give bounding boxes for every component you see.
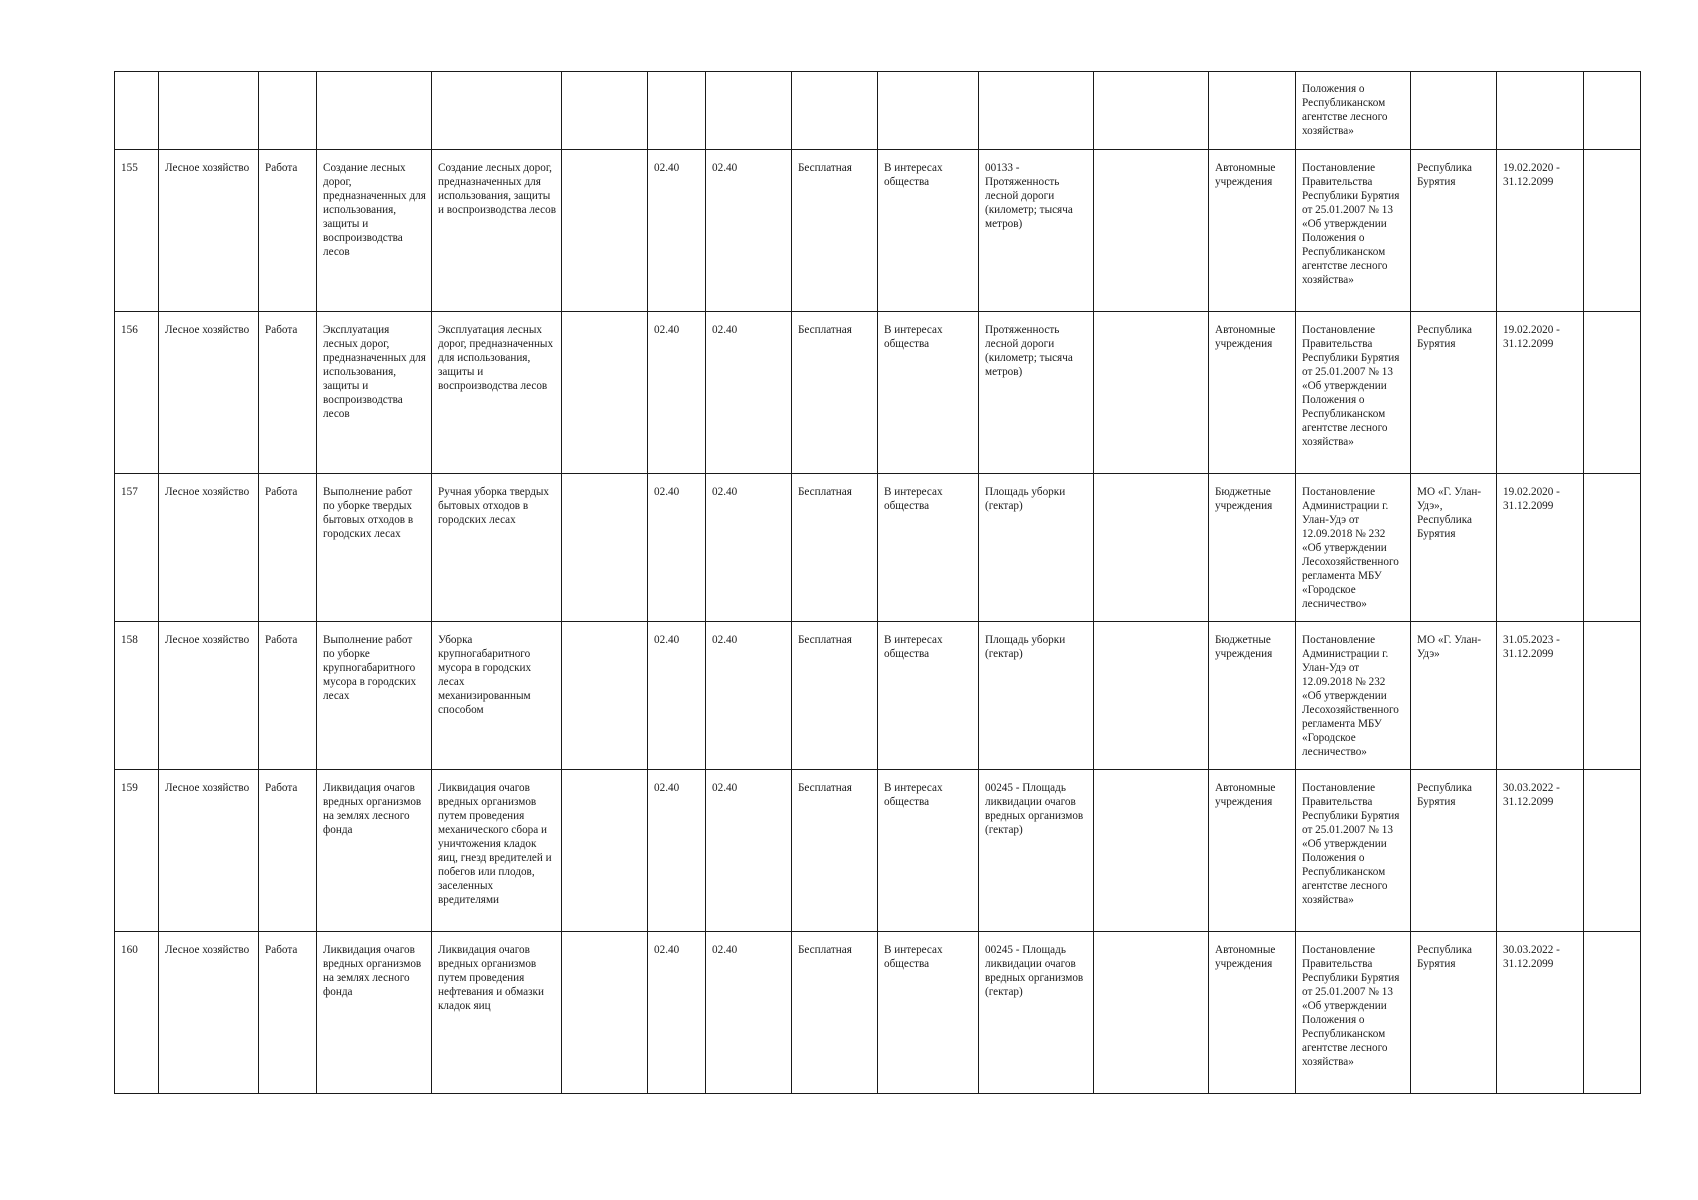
cell-extra3 bbox=[1584, 770, 1641, 932]
cell-okved1 bbox=[648, 932, 706, 1094]
cell-payment bbox=[792, 474, 878, 622]
cell-type-text: Работа bbox=[265, 162, 298, 174]
cell-institution bbox=[1209, 770, 1296, 932]
cell-name bbox=[317, 770, 432, 932]
cell-indicator bbox=[979, 932, 1094, 1094]
cell-legal-act-text: Постановление Правительства Республики Бурятия от 25.01.2007 № 13 «Об утверждении Положения о Республиканском агентстве лесного хозяйства» bbox=[1302, 324, 1400, 448]
cell-interest-text: В интересах общества bbox=[884, 944, 943, 970]
cell-legal-act-text: Постановление Администрации г. Улан-Удэ от 12.09.2018 № 232 «Об утверждении Лесохозяйственного регламента МБУ «Городское лесничество» bbox=[1302, 486, 1399, 610]
cell-content-text: Уборка крупногабаритного мусора в городских лесах механизированным способом bbox=[438, 634, 532, 716]
cell-institution-text: Бюджетные учреждения bbox=[1215, 634, 1273, 660]
cell-type-text: Работа bbox=[265, 324, 298, 336]
cell-extra2 bbox=[1094, 474, 1209, 622]
cell-name bbox=[317, 72, 432, 150]
cell-okved1 bbox=[648, 72, 706, 150]
cell-extra3 bbox=[1584, 474, 1641, 622]
cell-okved1-text: 02.40 bbox=[654, 634, 680, 646]
cell-extra2 bbox=[1094, 770, 1209, 932]
cell-okved2 bbox=[706, 932, 792, 1094]
cell-legal-act-text: Постановление Правительства Республики Бурятия от 25.01.2007 № 13 «Об утверждении Положения о Республиканском агентстве лесного хозяйства» bbox=[1302, 162, 1400, 286]
cell-type bbox=[259, 474, 317, 622]
cell-okved1-text: 02.40 bbox=[654, 782, 680, 794]
cell-territory bbox=[1411, 312, 1497, 474]
cell-content bbox=[432, 474, 562, 622]
cell-num bbox=[115, 932, 159, 1094]
cell-period bbox=[1497, 622, 1584, 770]
cell-institution-text: Автономные учреждения bbox=[1215, 944, 1276, 970]
cell-period bbox=[1497, 932, 1584, 1094]
cell-type-text: Работа bbox=[265, 486, 298, 498]
cell-payment bbox=[792, 770, 878, 932]
cell-okved2 bbox=[706, 770, 792, 932]
cell-extra3 bbox=[1584, 622, 1641, 770]
cell-num-text: 155 bbox=[121, 162, 138, 174]
table-row bbox=[115, 622, 1641, 770]
cell-okved1-text: 02.40 bbox=[654, 486, 680, 498]
cell-indicator bbox=[979, 312, 1094, 474]
cell-institution-text: Автономные учреждения bbox=[1215, 162, 1276, 188]
cell-indicator-text: 00245 - Площадь ликвидации очагов вредных организмов (гектар) bbox=[985, 782, 1084, 836]
cell-interest bbox=[878, 72, 979, 150]
table-row bbox=[115, 770, 1641, 932]
cell-interest bbox=[878, 150, 979, 312]
cell-payment bbox=[792, 150, 878, 312]
cell-content bbox=[432, 150, 562, 312]
cell-legal-act bbox=[1296, 932, 1411, 1094]
cell-indicator-text: Площадь уборки (гектар) bbox=[985, 486, 1066, 512]
cell-okved1-text: 02.40 bbox=[654, 162, 680, 174]
cell-name bbox=[317, 474, 432, 622]
cell-territory-text: Республика Бурятия bbox=[1417, 324, 1472, 350]
cell-name-text: Ликвидация очагов вредных организмов на землях лесного фонда bbox=[323, 944, 422, 998]
cell-content-text: Эксплуатация лесных дорог, предназначенных для использования, защиты и воспроизводства лесов bbox=[438, 324, 554, 392]
cell-name-text: Эксплуатация лесных дорог, предназначенных для использования, защиты и воспроизводства лесов bbox=[323, 324, 426, 420]
cell-okved2-text: 02.40 bbox=[712, 486, 738, 498]
cell-num-text: 158 bbox=[121, 634, 138, 646]
cell-period-text: 19.02.2020 - 31.12.2099 bbox=[1503, 486, 1560, 512]
cell-extra2 bbox=[1094, 150, 1209, 312]
cell-territory bbox=[1411, 622, 1497, 770]
cell-num-text: 157 bbox=[121, 486, 138, 498]
cell-territory bbox=[1411, 150, 1497, 312]
cell-sector bbox=[159, 932, 259, 1094]
cell-okved2-text: 02.40 bbox=[712, 782, 738, 794]
cell-content bbox=[432, 72, 562, 150]
registry-table bbox=[114, 71, 1641, 1094]
cell-sector-text: Лесное хозяйство bbox=[165, 944, 250, 956]
cell-payment-text: Бесплатная bbox=[798, 782, 852, 794]
cell-payment bbox=[792, 932, 878, 1094]
cell-content-text: Создание лесных дорог, предназначенных для использования, защиты и воспроизводства лесов bbox=[438, 162, 556, 216]
cell-institution bbox=[1209, 474, 1296, 622]
cell-sector bbox=[159, 474, 259, 622]
cell-interest bbox=[878, 312, 979, 474]
cell-sector-text: Лесное хозяйство bbox=[165, 486, 250, 498]
cell-institution-text: Бюджетные учреждения bbox=[1215, 486, 1273, 512]
cell-sector bbox=[159, 770, 259, 932]
cell-okved2-text: 02.40 bbox=[712, 162, 738, 174]
cell-sector-text: Лесное хозяйство bbox=[165, 162, 250, 174]
cell-territory bbox=[1411, 72, 1497, 150]
cell-extra bbox=[562, 72, 648, 150]
cell-type bbox=[259, 150, 317, 312]
cell-num bbox=[115, 770, 159, 932]
cell-name-text: Ликвидация очагов вредных организмов на землях лесного фонда bbox=[323, 782, 422, 836]
cell-name bbox=[317, 150, 432, 312]
cell-content-text: Ликвидация очагов вредных организмов путем проведения механического сбора и уничтожения кладок яиц, гнезд вредителей и побегов или плодов, заселенных вредителями bbox=[438, 782, 552, 906]
cell-type bbox=[259, 932, 317, 1094]
table-row-continuation bbox=[115, 72, 1641, 150]
cell-sector bbox=[159, 312, 259, 474]
cell-legal-act-text: Постановление Администрации г. Улан-Удэ от 12.09.2018 № 232 «Об утверждении Лесохозяйственного регламента МБУ «Городское лесничество» bbox=[1302, 634, 1399, 758]
cell-legal-act bbox=[1296, 622, 1411, 770]
cell-num-text: 159 bbox=[121, 782, 138, 794]
cell-legal-act-text: Постановление Правительства Республики Бурятия от 25.01.2007 № 13 «Об утверждении Положения о Республиканском агентстве лесного хозяйства» bbox=[1302, 782, 1400, 906]
cell-territory-text: Республика Бурятия bbox=[1417, 944, 1472, 970]
cell-interest bbox=[878, 932, 979, 1094]
cell-extra3 bbox=[1584, 312, 1641, 474]
cell-indicator bbox=[979, 622, 1094, 770]
cell-indicator bbox=[979, 474, 1094, 622]
table-row bbox=[115, 150, 1641, 312]
cell-indicator bbox=[979, 72, 1094, 150]
cell-interest bbox=[878, 770, 979, 932]
cell-okved2 bbox=[706, 72, 792, 150]
cell-extra bbox=[562, 932, 648, 1094]
cell-content-text: Ручная уборка твердых бытовых отходов в городских лесах bbox=[438, 486, 550, 526]
cell-payment bbox=[792, 622, 878, 770]
cell-payment bbox=[792, 312, 878, 474]
cell-extra3 bbox=[1584, 932, 1641, 1094]
cell-legal-act bbox=[1296, 72, 1411, 150]
cell-extra2 bbox=[1094, 622, 1209, 770]
cell-indicator-text: 00133 - Протяженность лесной дороги (километр; тысяча метров) bbox=[985, 162, 1073, 230]
cell-content bbox=[432, 312, 562, 474]
legal-act-text: Положения о Республиканском агентстве лесного хозяйства» bbox=[1302, 83, 1388, 137]
cell-name bbox=[317, 622, 432, 770]
cell-legal-act bbox=[1296, 770, 1411, 932]
cell-num bbox=[115, 622, 159, 770]
cell-okved2 bbox=[706, 622, 792, 770]
cell-type bbox=[259, 312, 317, 474]
cell-type-text: Работа bbox=[265, 782, 298, 794]
cell-institution bbox=[1209, 150, 1296, 312]
cell-okved1 bbox=[648, 312, 706, 474]
cell-territory bbox=[1411, 932, 1497, 1094]
cell-indicator-text: Протяженность лесной дороги (километр; тысяча метров) bbox=[985, 324, 1073, 378]
cell-num-text: 156 bbox=[121, 324, 138, 336]
cell-sector bbox=[159, 72, 259, 150]
cell-type bbox=[259, 770, 317, 932]
cell-interest-text: В интересах общества bbox=[884, 782, 943, 808]
cell-type-text: Работа bbox=[265, 944, 298, 956]
cell-payment-text: Бесплатная bbox=[798, 944, 852, 956]
cell-period bbox=[1497, 150, 1584, 312]
cell-indicator-text: Площадь уборки (гектар) bbox=[985, 634, 1066, 660]
cell-okved1 bbox=[648, 622, 706, 770]
cell-extra2 bbox=[1094, 932, 1209, 1094]
cell-okved1 bbox=[648, 474, 706, 622]
cell-territory-text: МО «Г. Улан-Удэ», Республика Бурятия bbox=[1417, 486, 1482, 540]
cell-sector-text: Лесное хозяйство bbox=[165, 324, 250, 336]
cell-content bbox=[432, 622, 562, 770]
cell-extra bbox=[562, 622, 648, 770]
cell-institution bbox=[1209, 932, 1296, 1094]
cell-content-text: Ликвидация очагов вредных организмов путем проведения нефтевания и обмазки кладок яиц bbox=[438, 944, 544, 1012]
cell-name-text: Выполнение работ по уборке твердых бытовых отходов в городских лесах bbox=[323, 486, 414, 540]
cell-interest-text: В интересах общества bbox=[884, 162, 943, 188]
cell-period bbox=[1497, 474, 1584, 622]
cell-sector-text: Лесное хозяйство bbox=[165, 634, 250, 646]
cell-territory bbox=[1411, 474, 1497, 622]
cell-name-text: Создание лесных дорог, предназначенных для использования, защиты и воспроизводства лесов bbox=[323, 162, 426, 258]
cell-type-text: Работа bbox=[265, 634, 298, 646]
cell-institution bbox=[1209, 312, 1296, 474]
cell-period-text: 19.02.2020 - 31.12.2099 bbox=[1503, 324, 1560, 350]
cell-indicator bbox=[979, 770, 1094, 932]
cell-territory bbox=[1411, 770, 1497, 932]
cell-institution-text: Автономные учреждения bbox=[1215, 782, 1276, 808]
cell-okved2-text: 02.40 bbox=[712, 324, 738, 336]
cell-extra2 bbox=[1094, 72, 1209, 150]
cell-sector bbox=[159, 622, 259, 770]
cell-okved2 bbox=[706, 474, 792, 622]
cell-num bbox=[115, 72, 159, 150]
cell-payment bbox=[792, 72, 878, 150]
cell-interest-text: В интересах общества bbox=[884, 324, 943, 350]
cell-period bbox=[1497, 72, 1584, 150]
cell-num bbox=[115, 474, 159, 622]
cell-extra2 bbox=[1094, 312, 1209, 474]
cell-extra bbox=[562, 312, 648, 474]
cell-institution bbox=[1209, 622, 1296, 770]
cell-legal-act-text: Постановление Правительства Республики Бурятия от 25.01.2007 № 13 «Об утверждении Положения о Республиканском агентстве лесного хозяйства» bbox=[1302, 944, 1400, 1068]
cell-period-text: 31.05.2023 - 31.12.2099 bbox=[1503, 634, 1560, 660]
cell-okved2-text: 02.40 bbox=[712, 944, 738, 956]
cell-interest-text: В интересах общества bbox=[884, 486, 943, 512]
cell-content bbox=[432, 770, 562, 932]
cell-sector bbox=[159, 150, 259, 312]
cell-extra bbox=[562, 150, 648, 312]
table-row bbox=[115, 932, 1641, 1094]
cell-name bbox=[317, 932, 432, 1094]
cell-type bbox=[259, 622, 317, 770]
cell-okved2 bbox=[706, 312, 792, 474]
cell-institution bbox=[1209, 72, 1296, 150]
cell-okved1-text: 02.40 bbox=[654, 324, 680, 336]
cell-payment-text: Бесплатная bbox=[798, 324, 852, 336]
cell-extra3 bbox=[1584, 150, 1641, 312]
cell-interest bbox=[878, 622, 979, 770]
table-row bbox=[115, 474, 1641, 622]
cell-territory-text: Республика Бурятия bbox=[1417, 782, 1472, 808]
cell-content bbox=[432, 932, 562, 1094]
cell-legal-act bbox=[1296, 150, 1411, 312]
cell-num-text: 160 bbox=[121, 944, 138, 956]
table-row bbox=[115, 312, 1641, 474]
cell-extra3 bbox=[1584, 72, 1641, 150]
cell-payment-text: Бесплатная bbox=[798, 634, 852, 646]
cell-period bbox=[1497, 312, 1584, 474]
cell-interest-text: В интересах общества bbox=[884, 634, 943, 660]
cell-territory-text: МО «Г. Улан-Удэ» bbox=[1417, 634, 1482, 660]
cell-interest bbox=[878, 474, 979, 622]
cell-type bbox=[259, 72, 317, 150]
cell-period-text: 30.03.2022 - 31.12.2099 bbox=[1503, 782, 1560, 808]
cell-period-text: 30.03.2022 - 31.12.2099 bbox=[1503, 944, 1560, 970]
cell-indicator bbox=[979, 150, 1094, 312]
cell-period bbox=[1497, 770, 1584, 932]
cell-okved1 bbox=[648, 770, 706, 932]
cell-okved1 bbox=[648, 150, 706, 312]
cell-institution-text: Автономные учреждения bbox=[1215, 324, 1276, 350]
cell-sector-text: Лесное хозяйство bbox=[165, 782, 250, 794]
cell-period-text: 19.02.2020 - 31.12.2099 bbox=[1503, 162, 1560, 188]
cell-num bbox=[115, 312, 159, 474]
cell-okved1-text: 02.40 bbox=[654, 944, 680, 956]
cell-name-text: Выполнение работ по уборке крупногабаритного мусора в городских лесах bbox=[323, 634, 417, 702]
cell-legal-act bbox=[1296, 474, 1411, 622]
cell-payment-text: Бесплатная bbox=[798, 486, 852, 498]
cell-payment-text: Бесплатная bbox=[798, 162, 852, 174]
cell-okved2 bbox=[706, 150, 792, 312]
cell-name bbox=[317, 312, 432, 474]
cell-indicator-text: 00245 - Площадь ликвидации очагов вредных организмов (гектар) bbox=[985, 944, 1084, 998]
cell-extra bbox=[562, 770, 648, 932]
cell-legal-act bbox=[1296, 312, 1411, 474]
cell-extra bbox=[562, 474, 648, 622]
cell-num bbox=[115, 150, 159, 312]
cell-okved2-text: 02.40 bbox=[712, 634, 738, 646]
cell-territory-text: Республика Бурятия bbox=[1417, 162, 1472, 188]
